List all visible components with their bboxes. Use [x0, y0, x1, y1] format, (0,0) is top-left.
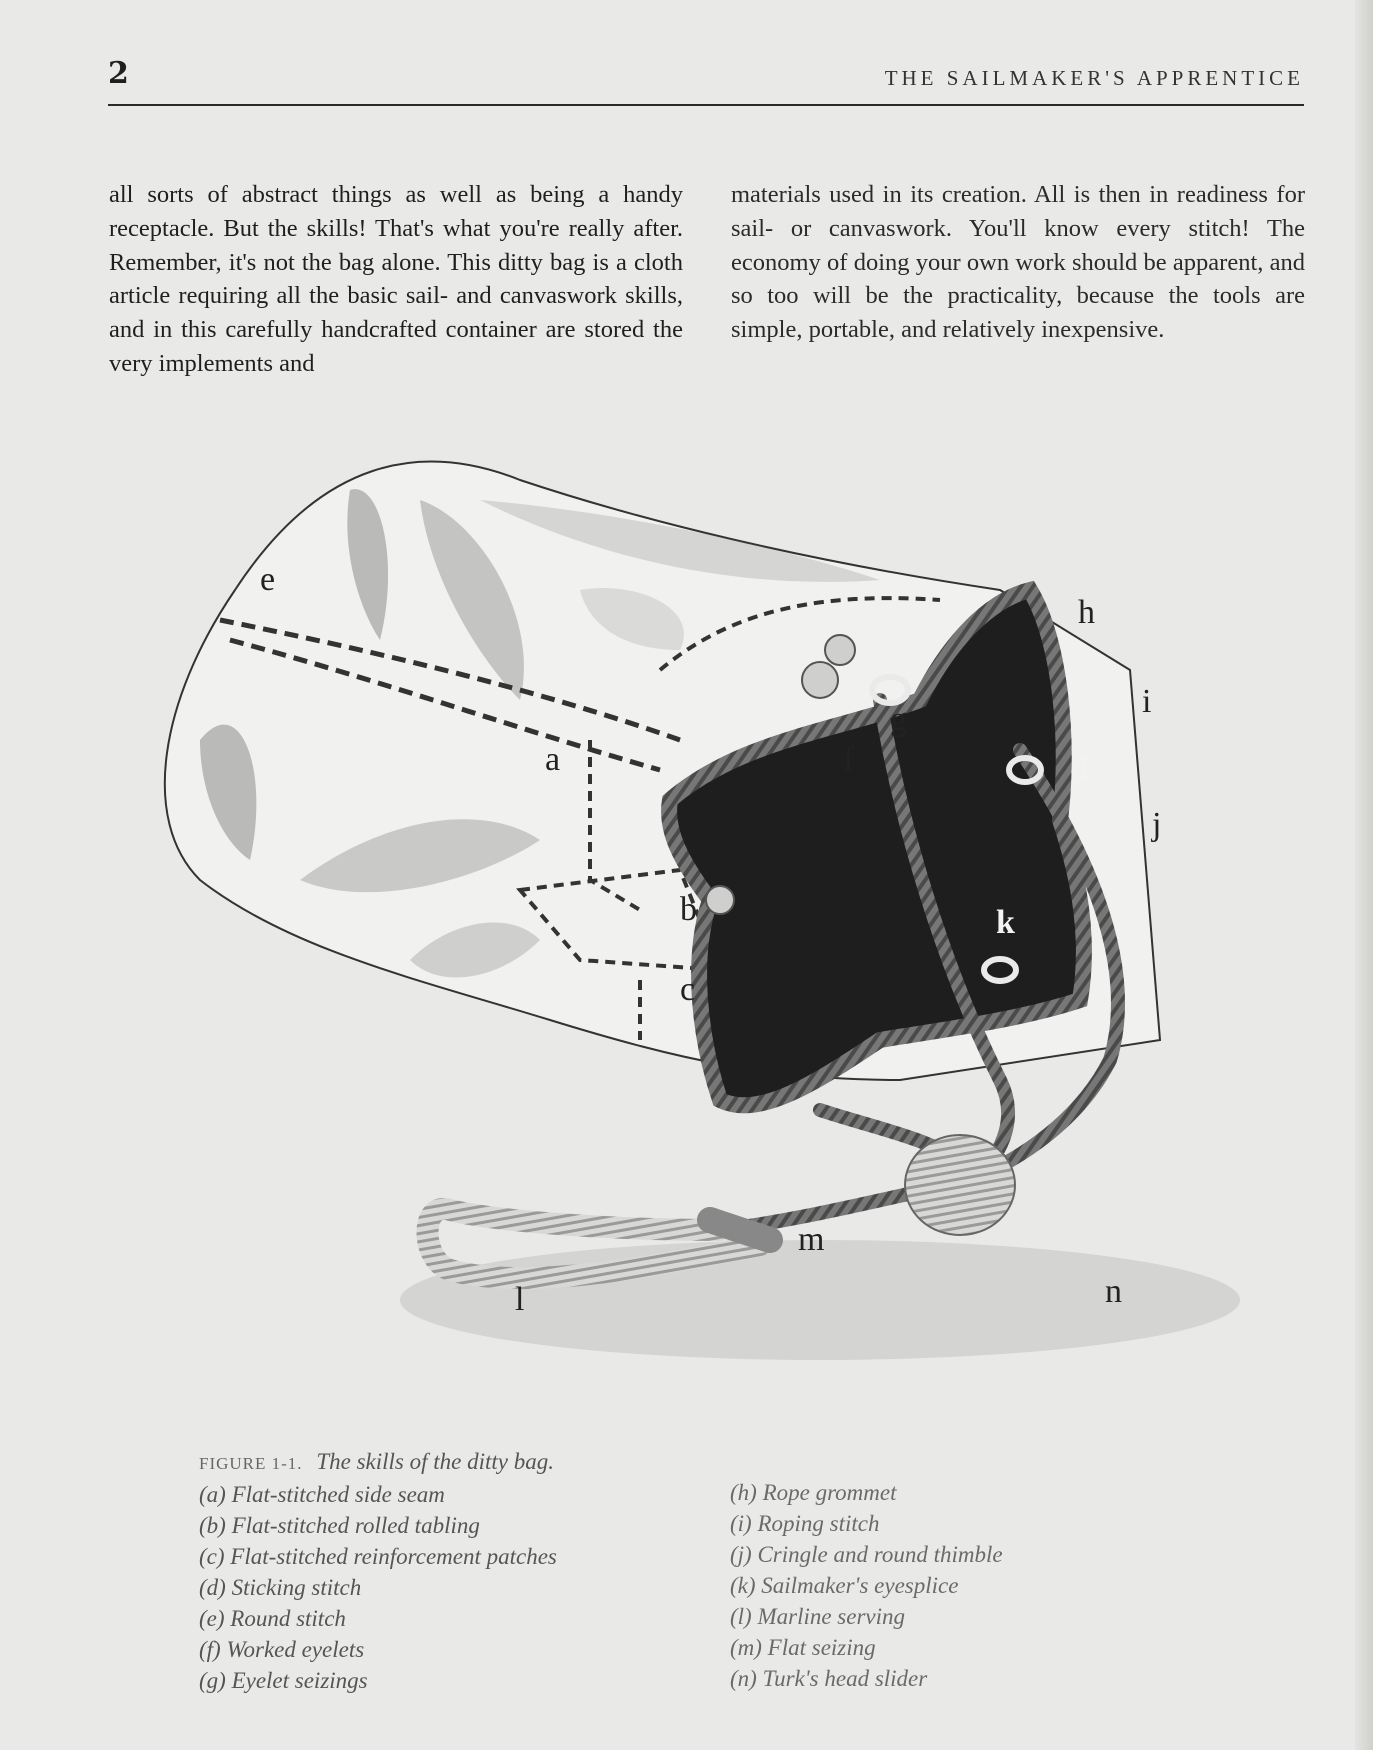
caption-item: (n) Turk's head slider: [730, 1666, 928, 1691]
figure-caption-right: [730, 1477, 1210, 1694]
running-head: THE SAILMAKER'S APPRENTICE: [884, 66, 1304, 90]
figure-label-i: i: [1142, 683, 1152, 720]
ditty-bag-illustration: [120, 440, 1270, 1400]
page-header: [108, 56, 1304, 106]
page-edge: [1355, 0, 1373, 1750]
body-text-right-column: materials used in its creation. All is then in readiness for sail- or canvaswork. You'll know every stitch! The economy of doing your own work should be apparent, and so too will be the practicality, because the tools are simple, portable, and relatively inexpensive.: [731, 181, 1305, 344]
figure-caption-left: [199, 1446, 679, 1696]
body-text-left-column: all sorts of abstract things as well as being a handy receptacle. But the skills! That's what you're really after. Remember, it's not the bag alone. This ditty bag is a cloth article requiring all the basic sail- and canvaswork skills, and in this carefully handcrafted container are stored the very implements and: [109, 181, 683, 377]
caption-item: (b) Flat-stitched rolled tabling: [199, 1513, 480, 1538]
figure-label-d: d: [1070, 751, 1089, 788]
caption-item: (a) Flat-stitched side seam: [199, 1482, 445, 1507]
caption-item: (l) Marline serving: [730, 1604, 906, 1629]
figure-label-a: a: [545, 741, 561, 778]
caption-item: (g) Eyelet seizings: [199, 1668, 368, 1693]
caption-item: (c) Flat-stitched reinforcement patches: [199, 1544, 557, 1569]
caption-item: (f) Worked eyelets: [199, 1637, 365, 1662]
figure-label-f: f: [843, 741, 855, 778]
page-number: 2: [108, 56, 129, 91]
turks-head-slider: [905, 1135, 1015, 1235]
figure-label-j: j: [1152, 806, 1162, 843]
figure-title: The skills of the ditty bag.: [316, 1449, 554, 1474]
figure-label-k: k: [996, 904, 1015, 941]
caption-item: (h) Rope grommet: [730, 1480, 897, 1505]
figure-caption-title-row: [199, 1446, 679, 1479]
caption-item: (e) Round stitch: [199, 1606, 346, 1631]
figure-label-e: e: [260, 561, 276, 598]
figure-label-h: h: [1078, 594, 1095, 631]
figure-label-m: m: [798, 1221, 825, 1258]
caption-item: (j) Cringle and round thimble: [730, 1542, 1003, 1567]
figure-label-g: g: [890, 701, 907, 738]
figure-label-n: n: [1105, 1273, 1122, 1310]
caption-item: (m) Flat seizing: [730, 1635, 876, 1660]
caption-item: (d) Sticking stitch: [199, 1575, 362, 1600]
figure-label-l: l: [515, 1281, 525, 1318]
figure-label-b: b: [680, 891, 697, 928]
figure-number: FIGURE 1-1.: [199, 1454, 303, 1473]
caption-item: (i) Roping stitch: [730, 1511, 880, 1536]
caption-item: (k) Sailmaker's eyesplice: [730, 1573, 959, 1598]
figure-label-c: c: [680, 971, 696, 1008]
